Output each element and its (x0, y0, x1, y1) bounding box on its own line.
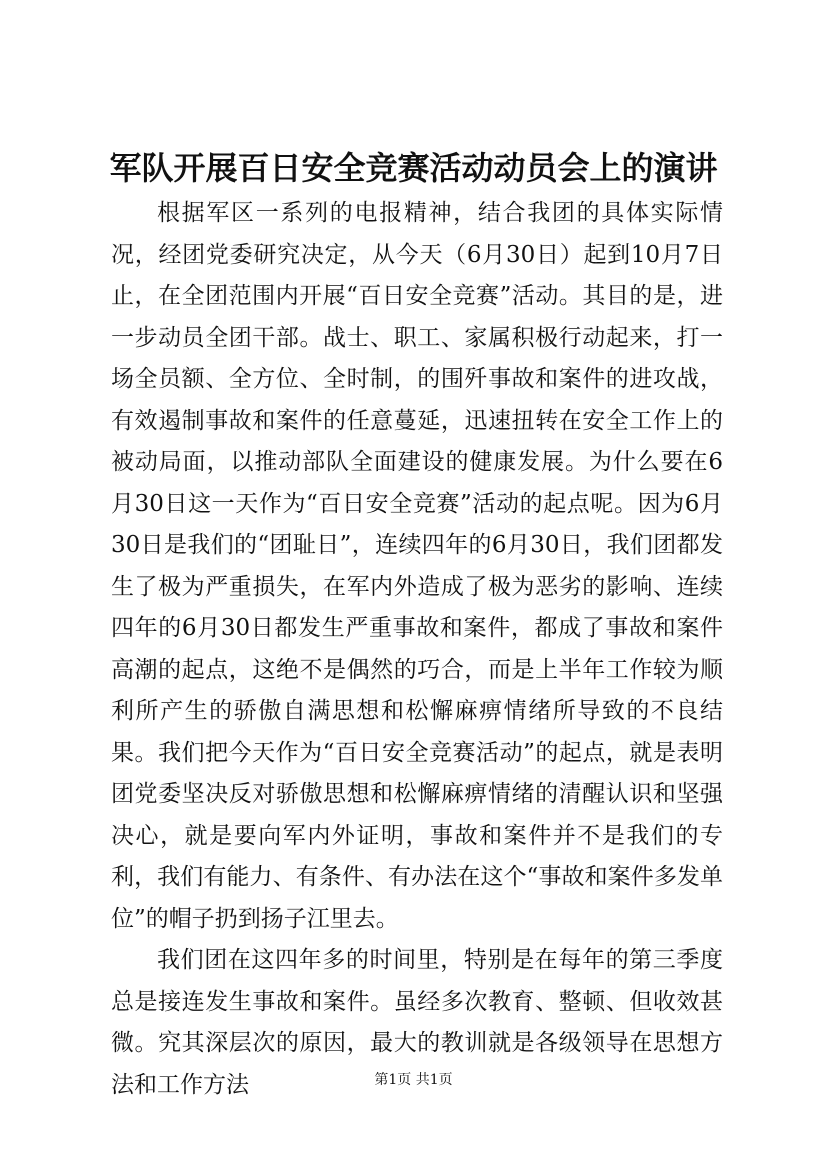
document-body (111, 193, 723, 1106)
document-title: 军队开展百日安全竞赛活动动员会上的演讲 (109, 149, 718, 187)
paragraph-2: 我们团在这四年多的时间里，特别是在每年的第三季度总是接连发生事故和案件。虽经多次教育、整顿、但收效甚微。究其深层次的原因，最大的教训就是各级领导在思想方法和工作方法 (111, 947, 723, 1098)
paragraph-1: 根据军区一系列的电报精神，结合我团的具体实际情况，经团党委研究决定，从今天（6月30日）起到10月7日止，在全团范围内开展“百日安全竞赛”活动。其目的是，进一步动员全团干部。战士、职工、家属积极行动起来，打一场全员额、全方位、全时制，的围歼事故和案件的进攻战，有效遏制事故和案件的任意蔓延，迅速扭转在安全工作上的被动局面，以推动部队全面建设的健康发展。为什么要在6月30日这一天作为“百日安全竞赛”活动的起点呢。因为6月30日是我们的“团耻日”，连续四年的6月30日，我们团都发生了极为严重损失，在军内外造成了极为恶劣的影响、连续四年的6月30日都发生严重事故和案件，都成了事故和案件高潮的起点，这绝不是偶然的巧合，而是上半年工作较为顺利所产生的骄傲自满思想和松懈麻痹情绪所导致的不良结果。我们把今天作为“百日安全竞赛活动”的起点，就是表明团党委坚决反对骄傲思想和松懈麻痹情绪的清醒认识和坚强决心，就是要向军内外证明，事故和案件并不是我们的专利，我们有能力、有条件、有办法在这个“事故和案件多发单位”的帽子扔到扬子江里去。 (111, 200, 723, 932)
page-footer: 第1页 共1页 (374, 1072, 453, 1088)
